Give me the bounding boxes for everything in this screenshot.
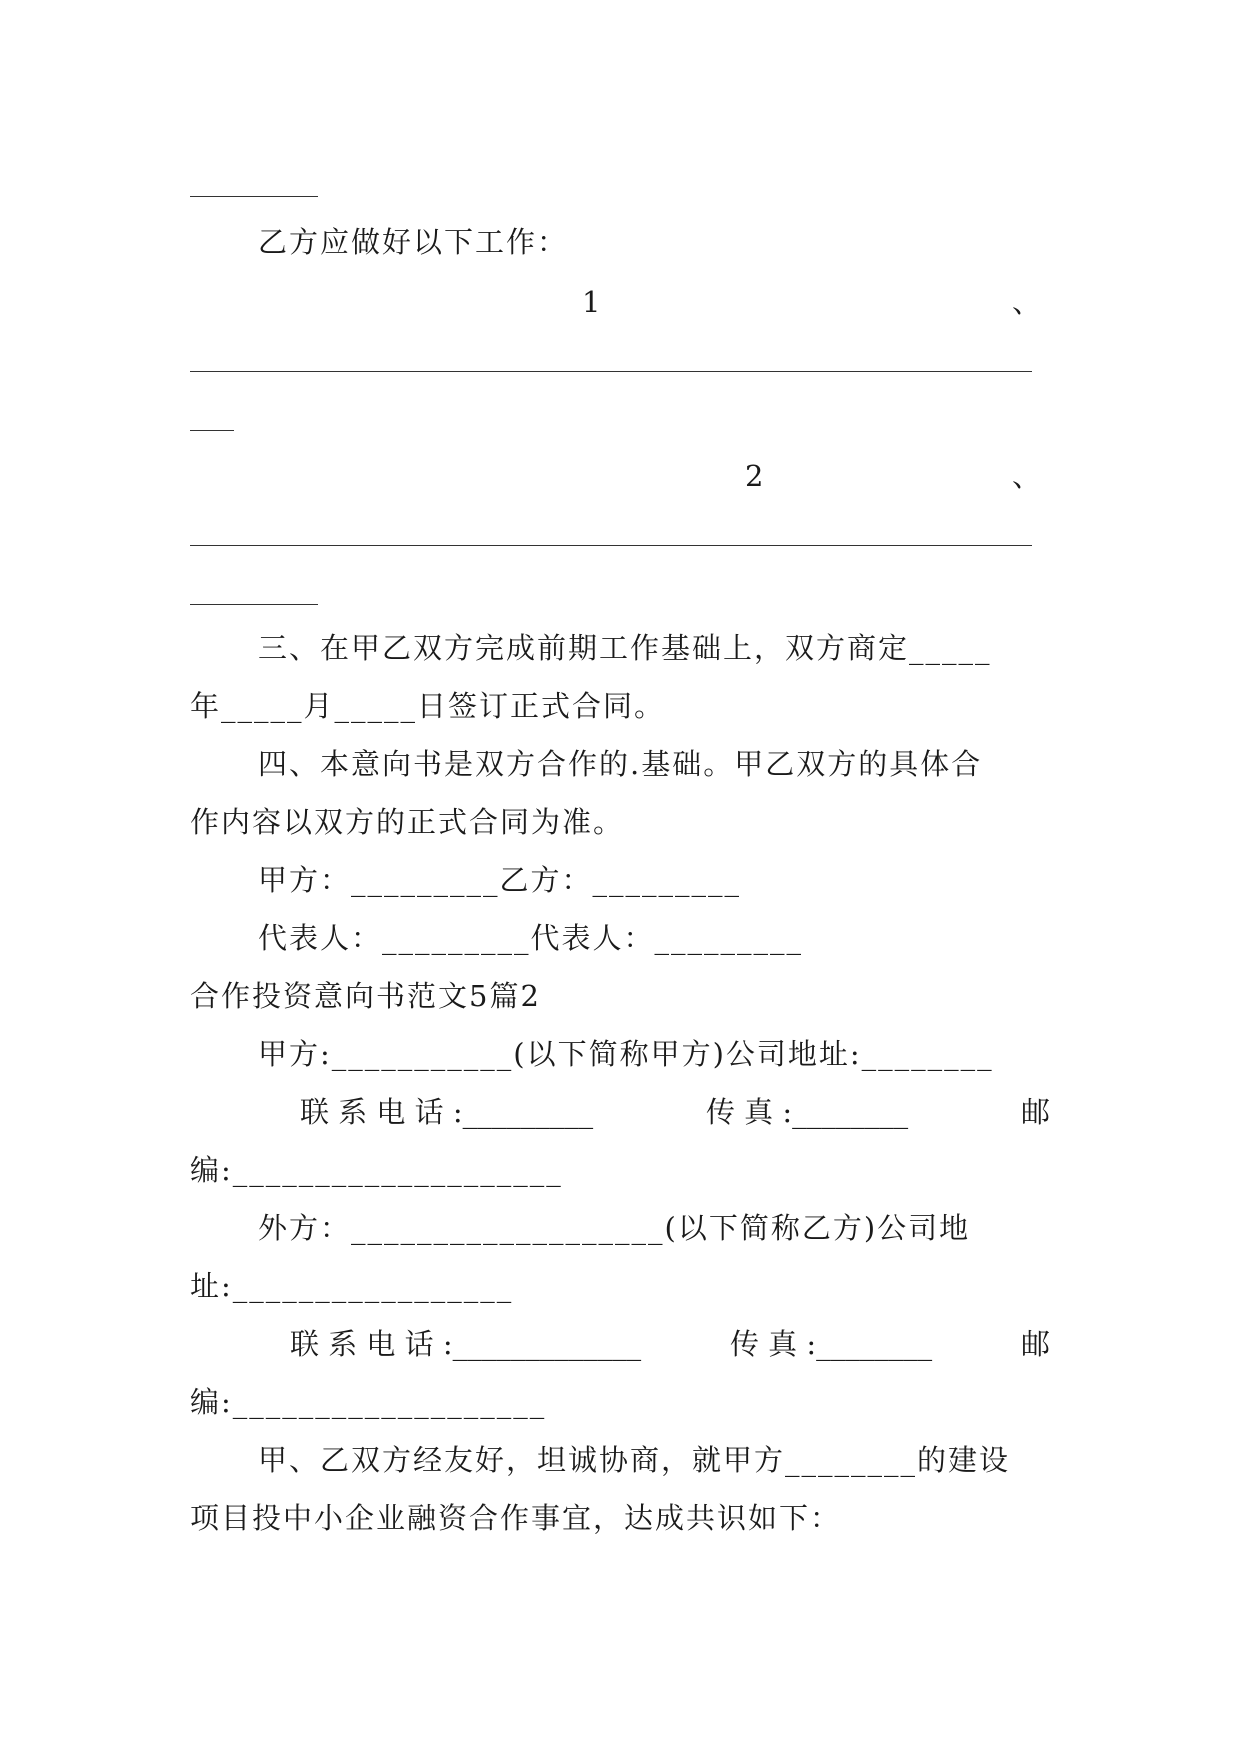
work-intro: 乙方应做好以下工作：: [258, 225, 569, 259]
party-a-contact-row: [300, 1092, 1050, 1132]
clause-3-line-2: 年_____月_____日签订正式合同。: [190, 689, 666, 723]
consensus-line-2: 项目投中小企业融资合作事宜，达成共识如下：: [190, 1501, 842, 1535]
clause-4-line-2: 作内容以双方的正式合同为准。: [190, 805, 625, 839]
party-a-fax: 传 真 :________: [705, 1095, 909, 1129]
item-2-separator: 、: [1012, 459, 1042, 493]
clause-3-line-1: 三、在甲乙双方完成前期工作基础上，双方商定_____: [258, 631, 992, 665]
party-a-postcode-label: 邮: [1020, 1095, 1050, 1129]
signature-parties: 甲方：_________乙方：_________: [258, 863, 742, 897]
party-b-phone: 联 系 电 话 :_____________: [290, 1327, 642, 1361]
item-1-separator: 、: [1012, 285, 1042, 319]
consensus-line-1: 甲、乙双方经友好，坦诚协商，就甲方________的建设: [258, 1443, 1011, 1477]
blank-rule-top: [190, 196, 318, 197]
item-2-blank-rule-continued: [190, 604, 318, 605]
party-b-line-2: 址:_________________: [190, 1269, 514, 1303]
item-1-number: 1: [582, 285, 601, 319]
party-b-postcode: 编:___________________: [190, 1385, 547, 1419]
party-b-contact-row: [290, 1324, 1050, 1364]
party-a-postcode: 编:____________________: [190, 1153, 563, 1187]
item-2-number: 2: [745, 459, 764, 493]
party-b-postcode-label: 邮: [1020, 1327, 1050, 1361]
section-title: 合作投资意向书范文5篇2: [190, 979, 541, 1013]
item-2-blank-rule: [190, 545, 1032, 546]
party-b-line-1: 外方：___________________(以下简称乙方)公司地: [258, 1211, 971, 1245]
party-b-fax: 传 真 :________: [729, 1327, 933, 1361]
party-a-line: 甲方:___________(以下简称甲方)公司地址:________: [258, 1037, 994, 1071]
signature-representatives: 代表人：_________代表人：_________: [258, 921, 804, 955]
clause-4-line-1: 四、本意向书是双方合作的.基础。甲乙双方的具体合: [258, 747, 983, 781]
item-1-blank-rule-continued: [190, 430, 234, 431]
party-a-phone: 联 系 电 话 :_________: [300, 1095, 594, 1129]
item-1-blank-rule: [190, 371, 1032, 372]
